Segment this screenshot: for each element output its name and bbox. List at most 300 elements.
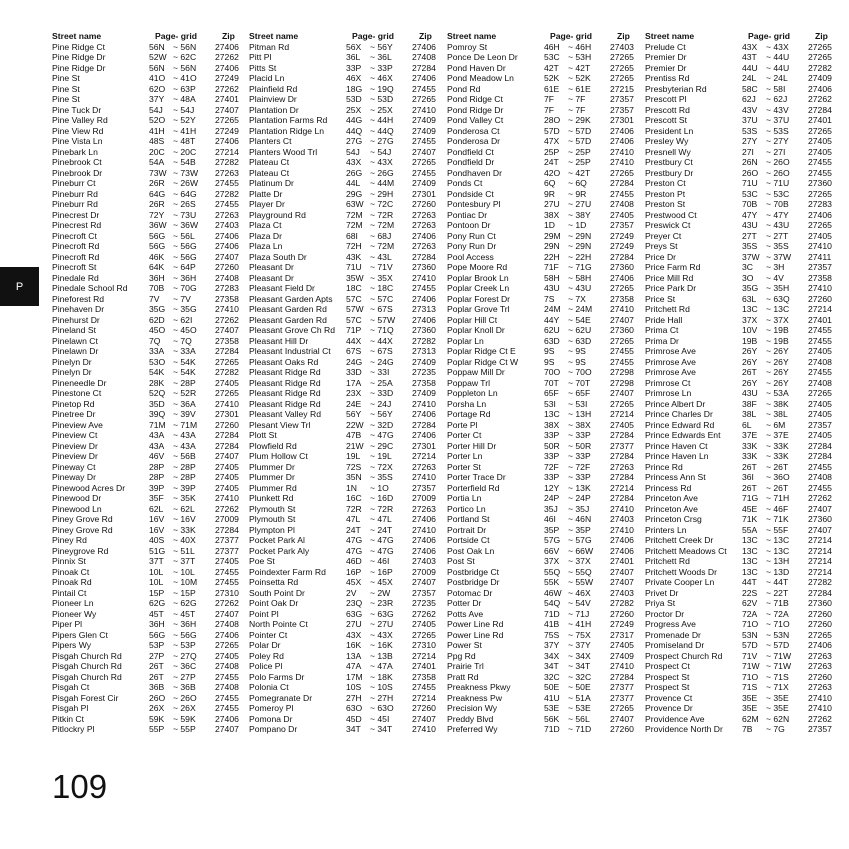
street-name: Porter Ln: [447, 451, 483, 461]
zip-code: 27405: [215, 472, 239, 482]
index-entry: [645, 420, 841, 431]
grid-end: ~ 24M: [568, 304, 593, 314]
grid-start: 37Y: [544, 640, 560, 650]
zip-code: 27407: [412, 713, 436, 724]
grid-end: ~ 47G: [370, 535, 394, 545]
grid-start: 44X: [346, 335, 362, 346]
street-name: Pine Ridge Dr: [52, 52, 106, 62]
street-name: Pineburr Ct: [52, 178, 96, 188]
grid-end: ~ 10S: [370, 682, 393, 692]
grid-start: 38X: [544, 209, 560, 220]
zip-code: 27409: [412, 178, 436, 188]
index-entry: [645, 724, 841, 735]
grid-start: 27Y: [742, 136, 758, 146]
grid-end: ~ 47G: [370, 545, 394, 556]
grid-start: 26O: [742, 167, 759, 178]
grid-end: ~ 59K: [173, 713, 196, 724]
index-entry: [447, 52, 643, 63]
zip-code: 27265: [215, 115, 239, 125]
street-name: Pinebark Ln: [52, 146, 98, 157]
street-name: Plympton Pl: [249, 524, 295, 535]
grid-end: ~ 24T: [370, 524, 393, 535]
zip-code: 27406: [412, 230, 436, 241]
grid-start: 23X: [346, 388, 362, 398]
zip-code: 27358: [412, 671, 436, 682]
zip-code: 27408: [215, 619, 239, 629]
grid-end: ~ 10M: [173, 577, 198, 587]
grid-start: 47B: [346, 430, 362, 440]
zip-code: 27282: [215, 367, 239, 377]
index-entry: [447, 630, 643, 641]
grid-end: ~ 53C: [766, 188, 790, 199]
index-entry: [52, 52, 248, 63]
grid-end: ~ 18K: [370, 671, 393, 682]
grid-end: ~ 56Y: [370, 409, 393, 419]
index-entry: [645, 304, 841, 315]
street-name: Promenade Dr: [645, 629, 701, 640]
grid-start: 46V: [149, 451, 165, 461]
zip-code: 27265: [610, 398, 634, 409]
zip-code: 27282: [412, 335, 436, 346]
street-name: Pineview Ave: [52, 419, 103, 430]
index-entry: [447, 588, 643, 599]
grid-end: ~ 67S: [370, 346, 393, 356]
grid-start: 62U: [544, 325, 560, 335]
zip-code: 27411: [808, 251, 832, 262]
grid-start: 44G: [346, 115, 363, 125]
grid-end: ~ 57W: [370, 314, 396, 325]
zip-code: 27410: [412, 724, 436, 734]
zip-code: 27455: [215, 199, 239, 209]
index-entry: [52, 682, 248, 693]
index-entry: [645, 703, 841, 714]
street-name: Prestwood Ct: [645, 209, 697, 220]
grid-start: 9S: [544, 346, 555, 356]
zip-code: 27265: [808, 125, 832, 136]
zip-code: 27406: [610, 125, 634, 136]
grid-end: ~ 62J: [766, 94, 788, 104]
index-entry: [52, 304, 248, 315]
grid-start: 10V: [742, 325, 758, 335]
index-entry: [249, 504, 445, 515]
zip-code: 27214: [808, 535, 832, 545]
grid-end: ~ 24P: [568, 493, 591, 503]
zip-code: 27263: [215, 209, 239, 220]
grid-start: 45X: [346, 577, 362, 587]
grid-start: 16P: [346, 566, 362, 577]
street-name: Presbyterian Rd: [645, 83, 707, 94]
grid-start: 13C: [742, 556, 758, 566]
street-name: Platinum Dr: [249, 178, 294, 188]
street-name: Precision Wy: [447, 703, 498, 713]
street-name: Preston Pt: [645, 188, 686, 199]
grid-start: 26Y: [742, 356, 758, 367]
grid-start: 53N: [742, 629, 758, 640]
zip-code: 27262: [215, 598, 239, 608]
index-entry: [52, 577, 248, 588]
zip-code: 27405: [808, 398, 832, 409]
street-name: Pisgah Church Rd: [52, 671, 122, 682]
index-entry: [249, 651, 445, 662]
street-name: Piper Pl: [52, 619, 83, 629]
index-entry: [249, 493, 445, 504]
zip-code: 27265: [808, 188, 832, 199]
grid-start: 63W: [346, 199, 364, 209]
grid-start: 39Q: [149, 409, 166, 419]
grid-start: 9S: [544, 356, 555, 367]
index-entry: [249, 567, 445, 578]
grid-start: 20C: [149, 146, 165, 157]
street-name: Power St: [447, 640, 482, 650]
zip-code: 27407: [215, 325, 239, 335]
zip-code: 27298: [610, 377, 634, 388]
grid-end: ~ 71O: [766, 619, 790, 629]
street-name: Pineforest Rd: [52, 293, 105, 304]
zip-code: 27214: [412, 451, 436, 461]
street-name: Pleasant Garden Rd: [249, 304, 327, 314]
index-entry: [249, 147, 445, 158]
zip-code: 27263: [808, 661, 832, 671]
index-entry: [447, 598, 643, 609]
grid-start: 16C: [346, 493, 362, 503]
street-name: Prospect St: [645, 682, 690, 692]
grid-end: ~ 29N: [568, 241, 592, 251]
grid-start: 33A: [149, 346, 165, 356]
grid-start: 7F: [544, 94, 555, 104]
street-name: Plateau Ct: [249, 157, 290, 167]
index-entry: [249, 304, 445, 315]
street-name: Prospect Ct: [645, 661, 690, 671]
grid-start: 35W: [346, 272, 364, 283]
grid-end: ~ 13C: [766, 304, 790, 314]
grid-start: 25P: [544, 146, 560, 157]
zip-code: 27282: [808, 62, 832, 73]
grid-start: 45D: [346, 713, 362, 724]
street-name: Pool Access: [447, 251, 494, 262]
street-name: Porter St: [447, 461, 481, 472]
street-name: Pine Vista Ln: [52, 136, 103, 146]
grid-end: ~ 37W: [766, 251, 792, 262]
grid-end: ~ 16V: [173, 514, 196, 524]
grid-start: 27U: [544, 199, 560, 209]
street-name: Postbridge Dr: [447, 577, 500, 587]
index-entry: [249, 430, 445, 441]
zip-code: 27405: [808, 136, 832, 146]
grid-start: 55A: [742, 524, 758, 535]
grid-start: 52O: [149, 115, 166, 125]
zip-code: 27410: [412, 272, 436, 283]
zip-code: 27403: [610, 41, 634, 52]
grid-start: 22S: [742, 587, 758, 598]
grid-end: ~ 13H: [568, 409, 592, 419]
index-entry: [52, 714, 248, 725]
grid-start: 71G: [742, 493, 759, 503]
grid-end: ~ 44U: [766, 62, 790, 73]
grid-end: ~ 24J: [370, 398, 392, 409]
grid-start: 35E: [742, 692, 758, 703]
index-entry: [52, 294, 248, 305]
zip-code: 27263: [412, 241, 436, 251]
grid-end: ~ 37U: [766, 115, 790, 125]
street-name-header: Street name: [645, 31, 695, 41]
grid-start: 56N: [149, 41, 165, 52]
index-entry: [52, 619, 248, 630]
zip-code: 27455: [215, 577, 239, 587]
street-name: Poplar Creek Ln: [447, 283, 510, 293]
grid-start: 62M: [742, 713, 759, 724]
grid-start: 24L: [742, 73, 757, 83]
index-entry: [52, 220, 248, 231]
street-name: Polo Farms Dr: [249, 671, 305, 682]
grid-end: ~ 57G: [568, 535, 592, 545]
street-name: Price Dr: [645, 251, 677, 262]
zip-code: 27455: [610, 346, 634, 356]
street-name: Pondfield Ct: [447, 146, 494, 157]
zip-code: 27265: [215, 356, 239, 367]
grid-start: 35D: [149, 398, 165, 409]
street-name: Pinoak Rd: [52, 577, 92, 587]
zip-code: 27407: [215, 608, 239, 619]
street-name: Prescott Pl: [645, 94, 687, 104]
zip-code: 27235: [412, 598, 436, 608]
zip-code: 27455: [412, 136, 436, 146]
zip-code: 27265: [215, 388, 239, 398]
zip-code: 27283: [808, 199, 832, 209]
street-name: Piney Rd: [52, 535, 87, 545]
grid-start: 54A: [149, 157, 165, 167]
grid-start: 43T: [742, 52, 757, 62]
grid-end: ~ 71G: [568, 262, 592, 272]
grid-end: ~ 63Q: [766, 293, 790, 304]
street-name: Prelude Ct: [645, 41, 686, 52]
zip-code: 27249: [610, 230, 634, 241]
grid-start: 13C: [742, 535, 758, 545]
street-name: Pitt Pl: [249, 52, 272, 62]
index-entry: [447, 325, 643, 336]
street-name: Ponds Ct: [447, 178, 483, 188]
grid-start: 61E: [544, 83, 560, 94]
zip-code: 27249: [610, 619, 634, 629]
street-name: Pontesbury Pl: [447, 199, 501, 209]
index-entry: [447, 147, 643, 158]
street-name-header: Street name: [52, 31, 102, 41]
grid-start: 26G: [346, 167, 363, 178]
grid-end: ~ 37Y: [568, 640, 591, 650]
zip-code: 27401: [808, 115, 832, 125]
index-entry: [249, 210, 445, 221]
grid-start: 62L: [149, 503, 164, 514]
street-name: Progress Ave: [645, 619, 696, 629]
index-entry: [645, 651, 841, 662]
street-name: Pisgah Church Rd: [52, 661, 122, 671]
street-name: Princeton Ave: [645, 503, 698, 514]
grid-start: 45E: [742, 503, 758, 514]
zip-code: 27401: [215, 94, 239, 104]
zip-code: 27310: [215, 587, 239, 598]
index-entry: [52, 84, 248, 95]
grid-start: 71F: [544, 262, 559, 272]
index-entry: [447, 199, 643, 210]
grid-start: 7S: [544, 293, 555, 304]
index-entry: [52, 609, 248, 620]
grid-end: ~ 16K: [370, 640, 393, 650]
index-entry: [447, 126, 643, 137]
zip-code: 27407: [412, 577, 436, 587]
grid-start: 47L: [346, 514, 361, 524]
index-entry: [52, 42, 248, 53]
grid-end: ~ 35K: [173, 493, 196, 503]
index-entry: [447, 283, 643, 294]
index-entry: [249, 483, 445, 494]
index-entry: [645, 640, 841, 651]
index-entry: [52, 262, 248, 273]
street-name: Pleasant Dr: [249, 262, 294, 272]
zip-code: 27265: [808, 52, 832, 62]
street-name: Pine Ridge Dr: [52, 62, 106, 73]
zip-code: 27265: [808, 629, 832, 640]
grid-start: 26O: [149, 692, 166, 703]
grid-end: ~ 64P: [173, 262, 196, 272]
street-name: Pisgah Pl: [52, 703, 89, 713]
street-name: Pinelawn Dr: [52, 346, 99, 356]
street-name: Pinelawn Ct: [52, 335, 98, 346]
index-entry: [447, 493, 643, 504]
street-name: Preys St: [645, 241, 678, 251]
grid-end: ~ 71D: [568, 724, 592, 734]
street-name: Pineburr Rd: [52, 199, 98, 209]
grid-start: 71U: [346, 262, 362, 272]
grid-end: ~ 35S: [370, 472, 393, 482]
zip-code: 27406: [215, 41, 239, 52]
grid-start: 16V: [149, 524, 165, 535]
grid-end: ~ 57D: [766, 640, 790, 650]
index-entry: [52, 94, 248, 105]
zip-code: 27360: [412, 325, 436, 335]
index-entry: [447, 252, 643, 263]
index-entry: [645, 577, 841, 588]
grid-end: ~ 61E: [568, 83, 591, 94]
index-entry: [52, 168, 248, 179]
zip-code: 27455: [808, 335, 832, 346]
zip-code: 27265: [412, 629, 436, 640]
grid-start: 71W: [742, 661, 760, 671]
index-entry: [52, 640, 248, 651]
grid-start: 44Q: [346, 125, 363, 136]
grid-end: ~ 27U: [568, 199, 592, 209]
grid-start: 52K: [544, 73, 560, 83]
zip-code: 27263: [215, 167, 239, 178]
index-entry: [645, 367, 841, 378]
index-entry: [52, 315, 248, 326]
grid-end: ~ 72R: [370, 503, 394, 514]
street-name: Prince Charles Dr: [645, 409, 713, 419]
street-name: Private Cooper Ln: [645, 577, 715, 587]
zip-code: 27407: [808, 503, 832, 514]
index-entry: [52, 199, 248, 210]
zip-code: 27265: [412, 94, 436, 104]
street-name: Pitts St: [249, 62, 277, 73]
grid-start: 41H: [149, 125, 165, 136]
grid-start: 13C: [544, 409, 560, 419]
grid-end: ~ 26G: [370, 167, 394, 178]
street-name-header: Street name: [249, 31, 299, 41]
street-name: Pinedale Rd: [52, 272, 99, 283]
index-entry: [249, 157, 445, 168]
index-entry: [645, 714, 841, 725]
grid-start: 35F: [149, 493, 164, 503]
index-entry: [447, 693, 643, 704]
street-name: Pontoon Dr: [447, 220, 491, 230]
street-name: Pinetop Rd: [52, 398, 95, 409]
index-entry: [249, 451, 445, 462]
zip-code: 27406: [610, 545, 634, 556]
grid-end: ~ 33P: [568, 451, 591, 461]
grid-end: ~ 62G: [173, 598, 197, 608]
grid-end: ~ 24G: [370, 356, 394, 367]
grid-start: 53I: [544, 398, 556, 409]
index-entry: [645, 189, 841, 200]
street-name: Pine St: [52, 83, 80, 94]
index-entry: [645, 357, 841, 368]
page-grid-header: Page- grid: [550, 31, 593, 41]
street-name: Pinelyn Dr: [52, 367, 92, 377]
grid-end: ~ 36C: [173, 661, 197, 671]
street-name: Portage Rd: [447, 409, 491, 419]
grid-start: 48S: [149, 136, 165, 146]
grid-start: 17A: [346, 377, 362, 388]
zip-code: 27284: [610, 178, 634, 188]
grid-start: 26R: [149, 199, 165, 209]
street-name: Piney Grove Rd: [52, 524, 113, 535]
street-name: Prospect St: [645, 671, 690, 682]
index-entry: [447, 115, 643, 126]
index-entry: [645, 73, 841, 84]
grid-start: 45O: [149, 325, 166, 335]
index-entry: [249, 556, 445, 567]
grid-start: 62D: [149, 314, 165, 325]
grid-end: ~ 62I: [173, 314, 193, 325]
index-entry: [645, 672, 841, 683]
index-entry: [52, 525, 248, 536]
street-name: Pondhaven Dr: [447, 167, 502, 178]
zip-code: 27214: [808, 545, 832, 556]
grid-start: 37U: [742, 115, 758, 125]
index-entry: [645, 693, 841, 704]
street-name: Plummer Dr: [249, 472, 295, 482]
grid-end: ~ 72M: [370, 241, 395, 251]
index-entry: [447, 577, 643, 588]
grid-start: 1D: [544, 220, 555, 230]
grid-start: 34X: [544, 650, 560, 661]
street-name: Prince Edward Rd: [645, 419, 715, 430]
zip-code: 27284: [808, 587, 832, 598]
street-name: Porte Pl: [447, 419, 478, 430]
grid-end: ~ 52K: [568, 73, 591, 83]
grid-end: ~ 56N: [173, 41, 197, 52]
index-entry: [249, 693, 445, 704]
index-entry: [52, 493, 248, 504]
index-entry: [52, 598, 248, 609]
street-name: Price Mill Rd: [645, 272, 694, 283]
grid-start: 65F: [544, 388, 559, 398]
index-entry: [447, 514, 643, 525]
grid-start: 43U: [544, 283, 560, 293]
zip-code: 27407: [610, 713, 634, 724]
zip-code: 27284: [808, 104, 832, 115]
grid-end: ~ 46H: [568, 41, 592, 52]
index-entry: [52, 420, 248, 431]
index-entry: [52, 703, 248, 714]
